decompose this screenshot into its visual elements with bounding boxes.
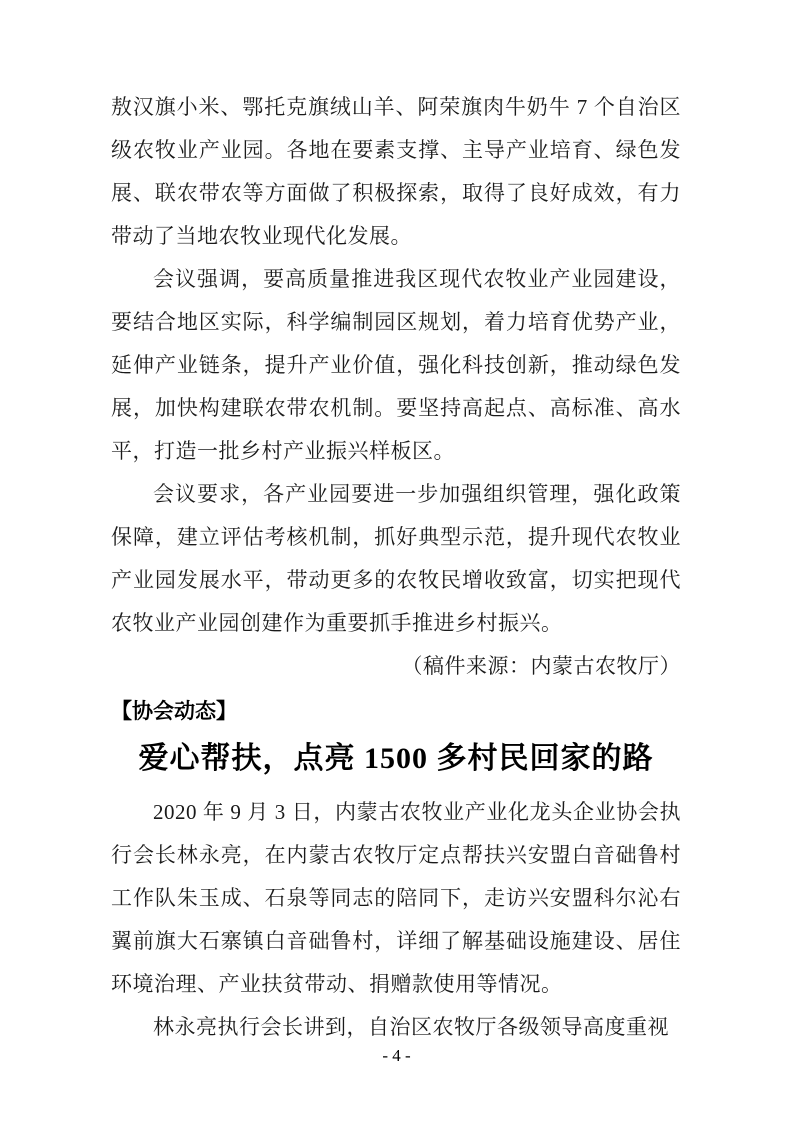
meeting-paragraph-emphasis: 会议强调，要高质量推进我区现代农牧业产业园建设，要结合地区实际，科学编制园区规划，着力培育优势产业，延伸产业链条，提升产业价值，强化科技创新，推动绿色发展，加快构建联农带农机制。要坚持高起点、高标准、高水平，打造一批乡村产业振兴样板区。	[111, 267, 681, 463]
section-header-association-news: 【协会动态】	[111, 700, 237, 723]
page-content	[111, 86, 681, 1049]
source-attribution: （稿件来源：内蒙古农牧厅）	[401, 654, 681, 678]
article-title: 爱心帮扶，点亮 1500 多村民回家的路	[138, 742, 654, 775]
association-paragraph-visit: 2020 年 9 月 3 日，内蒙古农牧业产业化龙头企业协会执行会长林永亮，在内蒙古农牧厅定点帮扶兴安盟白音础鲁村工作队朱玉成、石泉等同志的陪同下，走访兴安盟科尔沁右翼前旗大石寨镇白音础鲁村，详细了解基础设施建设、居住环境治理、产业扶贫带动、捐赠款使用等情况。	[111, 800, 681, 996]
meeting-paragraph-requirements: 会议要求，各产业园要进一步加强组织管理，强化政策保障，建立评估考核机制，抓好典型示范，提升现代农牧业产业园发展水平，带动更多的农牧民增收致富，切实把现代农牧业产业园创建作为重要抓手推进乡村振兴。	[111, 482, 681, 635]
page-number: - 4 -	[382, 1046, 411, 1065]
meeting-paragraph-continuation: 敖汉旗小米、鄂托克旗绒山羊、阿荣旗肉牛奶牛 7 个自治区级农牧业产业园。各地在要素支撑、主导产业培育、绿色发展、联农带农等方面做了积极探索，取得了良好成效，有力带动了当地农牧业现代化发展。	[111, 95, 681, 248]
association-paragraph-speech: 林永亮执行会长讲到，自治区农牧厅各级领导高度重视	[153, 1015, 669, 1039]
